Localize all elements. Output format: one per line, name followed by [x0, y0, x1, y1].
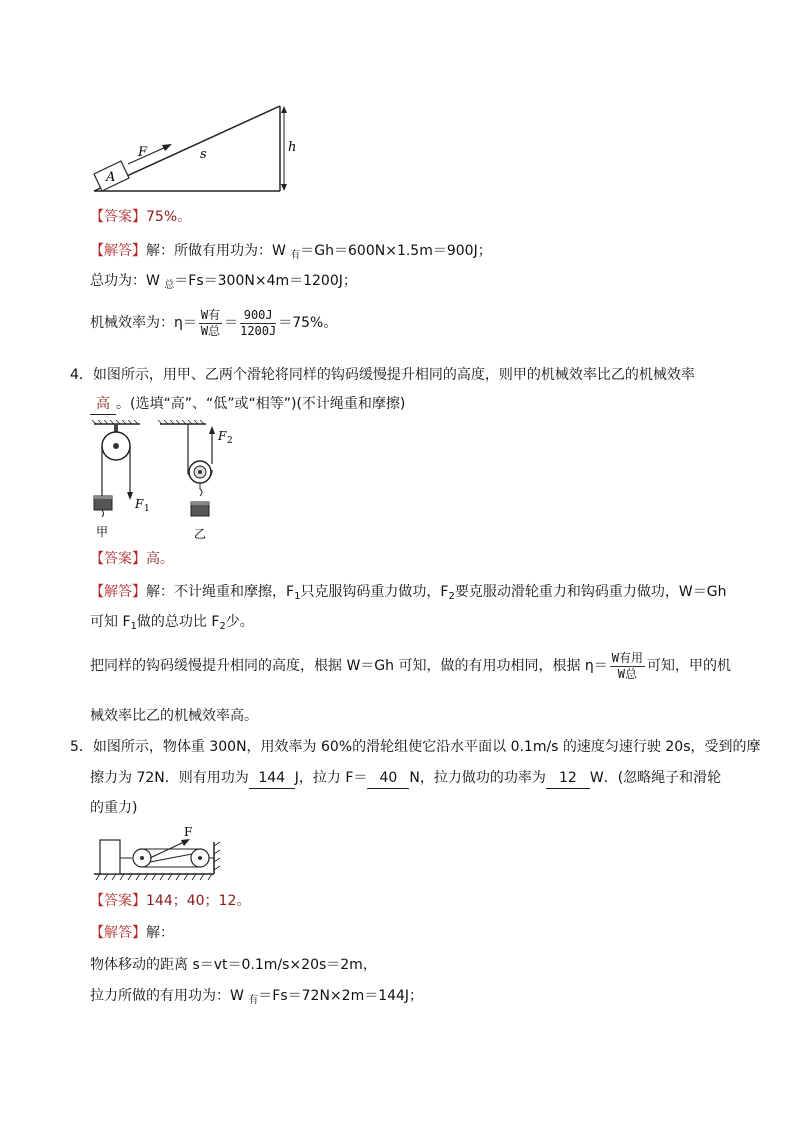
answer-tag: 【答案】 — [90, 209, 146, 225]
incline-figure — [88, 98, 308, 198]
q5-blank-2: 40 — [367, 768, 409, 789]
svg-text:1: 1 — [144, 504, 150, 514]
q4-analysis-line-4: 械效率比乙的机械效率高。 — [90, 708, 258, 724]
svg-text:F: F — [184, 825, 193, 839]
q5-stem-line-3: 的重力) — [90, 800, 138, 816]
label-h: h — [288, 140, 297, 155]
q3-analysis-line-3: 机械效率为：η＝ $\frac{\text{W有}}{\text{W总}}$ ＝ $\frac{900J}{1200J}$ ＝75%。 — [90, 307, 338, 338]
fraction: $\frac{\text{W有用}}{\text{W总}}$ — [611, 650, 644, 681]
q5-blank-3: 12 — [546, 768, 590, 789]
svg-text:F: F — [218, 429, 227, 443]
q4-answer-line: 【答案】高。 — [90, 551, 174, 567]
q3-analysis-line-2: 总功为：W $_总$＝Fs＝300N×4m＝1200J； — [90, 273, 357, 291]
q4-stem-line-2: 高 。(选填“高”、“低”或“相等”)(不计绳重和摩擦) — [90, 394, 405, 415]
q5-blank-1: 144 — [249, 768, 295, 789]
force-arrow-head — [162, 144, 172, 151]
q5-stem-line-1: 5．如图所示，物体重 300N，用效率为 60%的滑轮组使它沿水平面以 0.1m/s 的速度匀速行驶 20s，受到的摩 — [70, 739, 761, 755]
pulley-block-figure — [88, 824, 228, 884]
q5-analysis-line-2: 拉力所做的有用功为：W $_有$＝Fs＝72N×2m＝144J； — [90, 988, 424, 1006]
pulley-figure — [88, 420, 248, 542]
q4-analysis-line-1: 【解答】解：不计绳重和摩擦，$F_1$只克服钩码重力做功，$F_2$要克服动滑轮重力和钩码重力做功，W＝Gh — [90, 584, 727, 602]
q5-stem-line-2: 擦力为 72N．则有用功为 144 J，拉力 F＝ 40 N，拉力做功的功率为 12 W．(忽略绳子和滑轮 — [90, 768, 721, 789]
svg-text:2: 2 — [227, 436, 233, 446]
label-f: F — [138, 145, 148, 160]
svg-text:乙: 乙 — [194, 527, 207, 541]
svg-text:甲: 甲 — [96, 525, 109, 539]
q3-analysis-line-1: 【解答】解：所做有用功为：W $_有$＝Gh＝600N×1.5m＝900J； — [90, 243, 492, 261]
fraction: $\frac{\text{W有}}{\text{W总}}$ — [200, 307, 221, 338]
label-a: A — [106, 170, 116, 185]
q5-analysis-head: 【解答】解： — [90, 925, 174, 941]
q5-analysis-line-1: 物体移动的距离 s＝vt＝0.1m/s×20s＝2m， — [90, 957, 377, 973]
label-s: s — [200, 147, 207, 162]
answer-text: 75%。 — [146, 209, 192, 225]
q4-blank: 高 — [90, 394, 116, 415]
svg-text:F: F — [135, 497, 144, 511]
object-block — [100, 840, 120, 874]
q5-answer-line: 【答案】144；40；12。 — [90, 893, 251, 909]
q4-analysis-line-2: 可知 $F_1$做的总功比 $F_2$少。 — [90, 614, 254, 632]
fraction: $\frac{900J}{1200J}$ — [240, 307, 277, 338]
analysis-tag: 【解答】 — [90, 243, 146, 259]
q4-analysis-line-3: 把同样的钩码缓慢提升相同的高度，根据 W＝Gh 可知，做的有用功相同，根据 η＝ $\frac{\text{W有用}}{\text{W总}}$ 可知，甲的机 — [90, 650, 732, 681]
q3-answer-line — [90, 207, 191, 227]
q4-stem-line-1: 4．如图所示，用甲、乙两个滑轮将同样的钩码缓慢提升相同的高度，则甲的机械效率比乙的机械效率 — [70, 367, 695, 383]
